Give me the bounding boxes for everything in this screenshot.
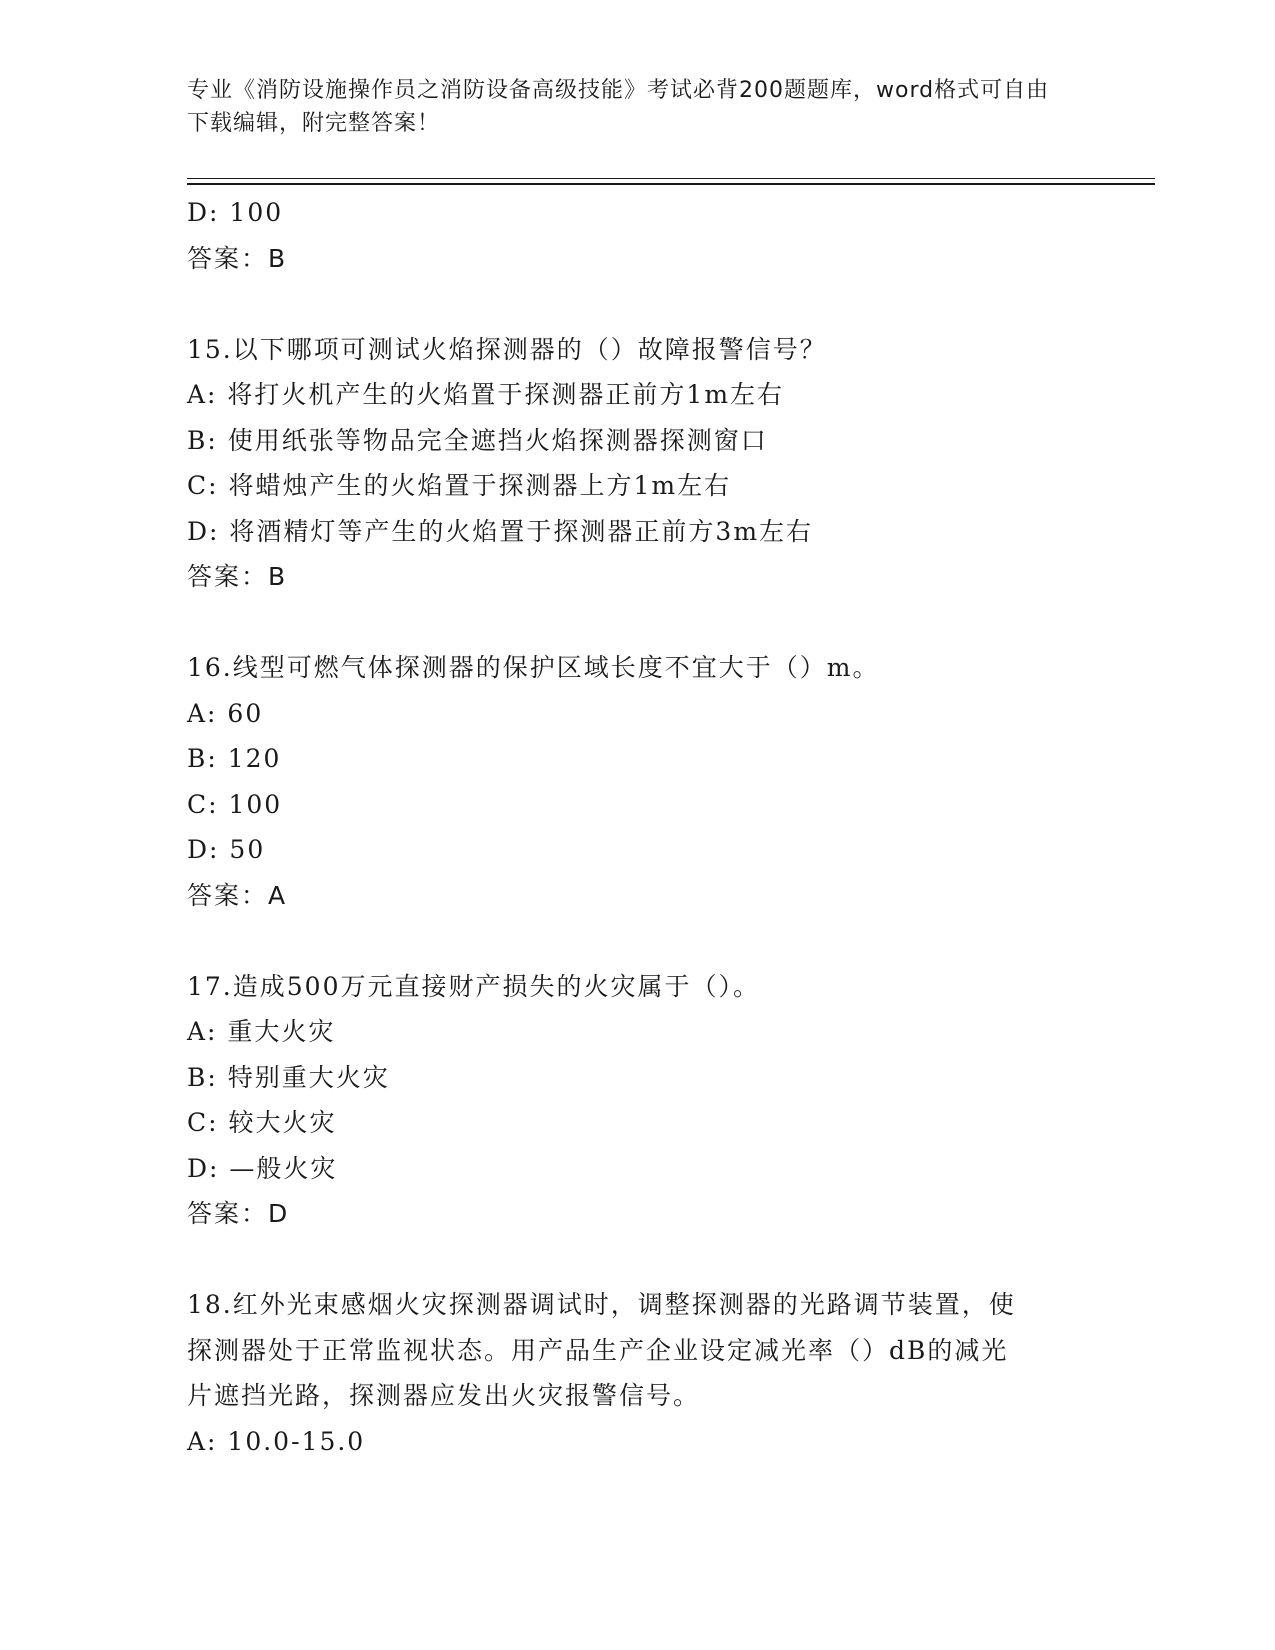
- q16-answer: 答案：A: [187, 880, 288, 910]
- question-18-line-2: 探测器处于正常监视状态。用产品生产企业设定减光率（）dB的减光: [187, 1335, 1009, 1365]
- question-18-line-1: 18.红外光束感烟火灾探测器调试时，调整探测器的光路调节装置，使: [187, 1290, 1016, 1319]
- page-header: 专业《消防设施操作员之消防设备高级技能》考试必背200题题库，word格式可自由下载编辑，附完整答案！: [187, 78, 1050, 136]
- q16-option-d: D: 50: [187, 835, 266, 864]
- q15-option-a: A: 将打火机产生的火焰置于探测器正前方1m左右: [187, 380, 785, 409]
- q15-answer: 答案：B: [187, 562, 288, 591]
- spacer: [187, 600, 1087, 646]
- spacer: [187, 1237, 1087, 1283]
- q15-option-d: D: 将酒精灯等产生的火焰置于探测器正前方3m左右: [187, 516, 814, 546]
- q17-option-c: C: 较大火灾: [187, 1108, 337, 1137]
- question-15: 15.以下哪项可测试火焰探测器的（）故障报警信号？: [187, 334, 827, 364]
- q16-option-b: B: 120: [187, 744, 282, 773]
- q15-option-c: C: 将蜡烛产生的火焰置于探测器上方1m左右: [187, 471, 732, 500]
- q16-option-c: C: 100: [187, 789, 283, 819]
- question-18-line-3: 片遮挡光路，探测器应发出火灾报警信号。: [187, 1381, 701, 1410]
- q17-answer: 答案：D: [187, 1199, 290, 1228]
- q17-option-b: B: 特别重大火灾: [187, 1062, 390, 1092]
- question-17: 17.造成500万元直接财产损失的火灾属于（）。: [187, 971, 760, 1001]
- spacer: [187, 918, 1087, 964]
- question-16: 16.线型可燃气体探测器的保护区域长度不宜大于（）m。: [187, 653, 880, 682]
- q18-option-a: A: 10.0-15.0: [187, 1426, 366, 1456]
- answer: 答案：B: [187, 243, 288, 273]
- q16-option-a: A: 60: [187, 698, 264, 728]
- option-d: D: 100: [187, 198, 284, 227]
- spacer: [187, 281, 1087, 327]
- q17-option-d: D: —般火灾: [187, 1153, 338, 1183]
- header-divider: [187, 178, 1155, 185]
- q15-option-b: B: 使用纸张等物品完全遮挡火焰探测器探测窗口: [187, 425, 768, 455]
- question-content: [187, 190, 1087, 1464]
- q17-option-a: A: 重大火灾: [187, 1017, 336, 1046]
